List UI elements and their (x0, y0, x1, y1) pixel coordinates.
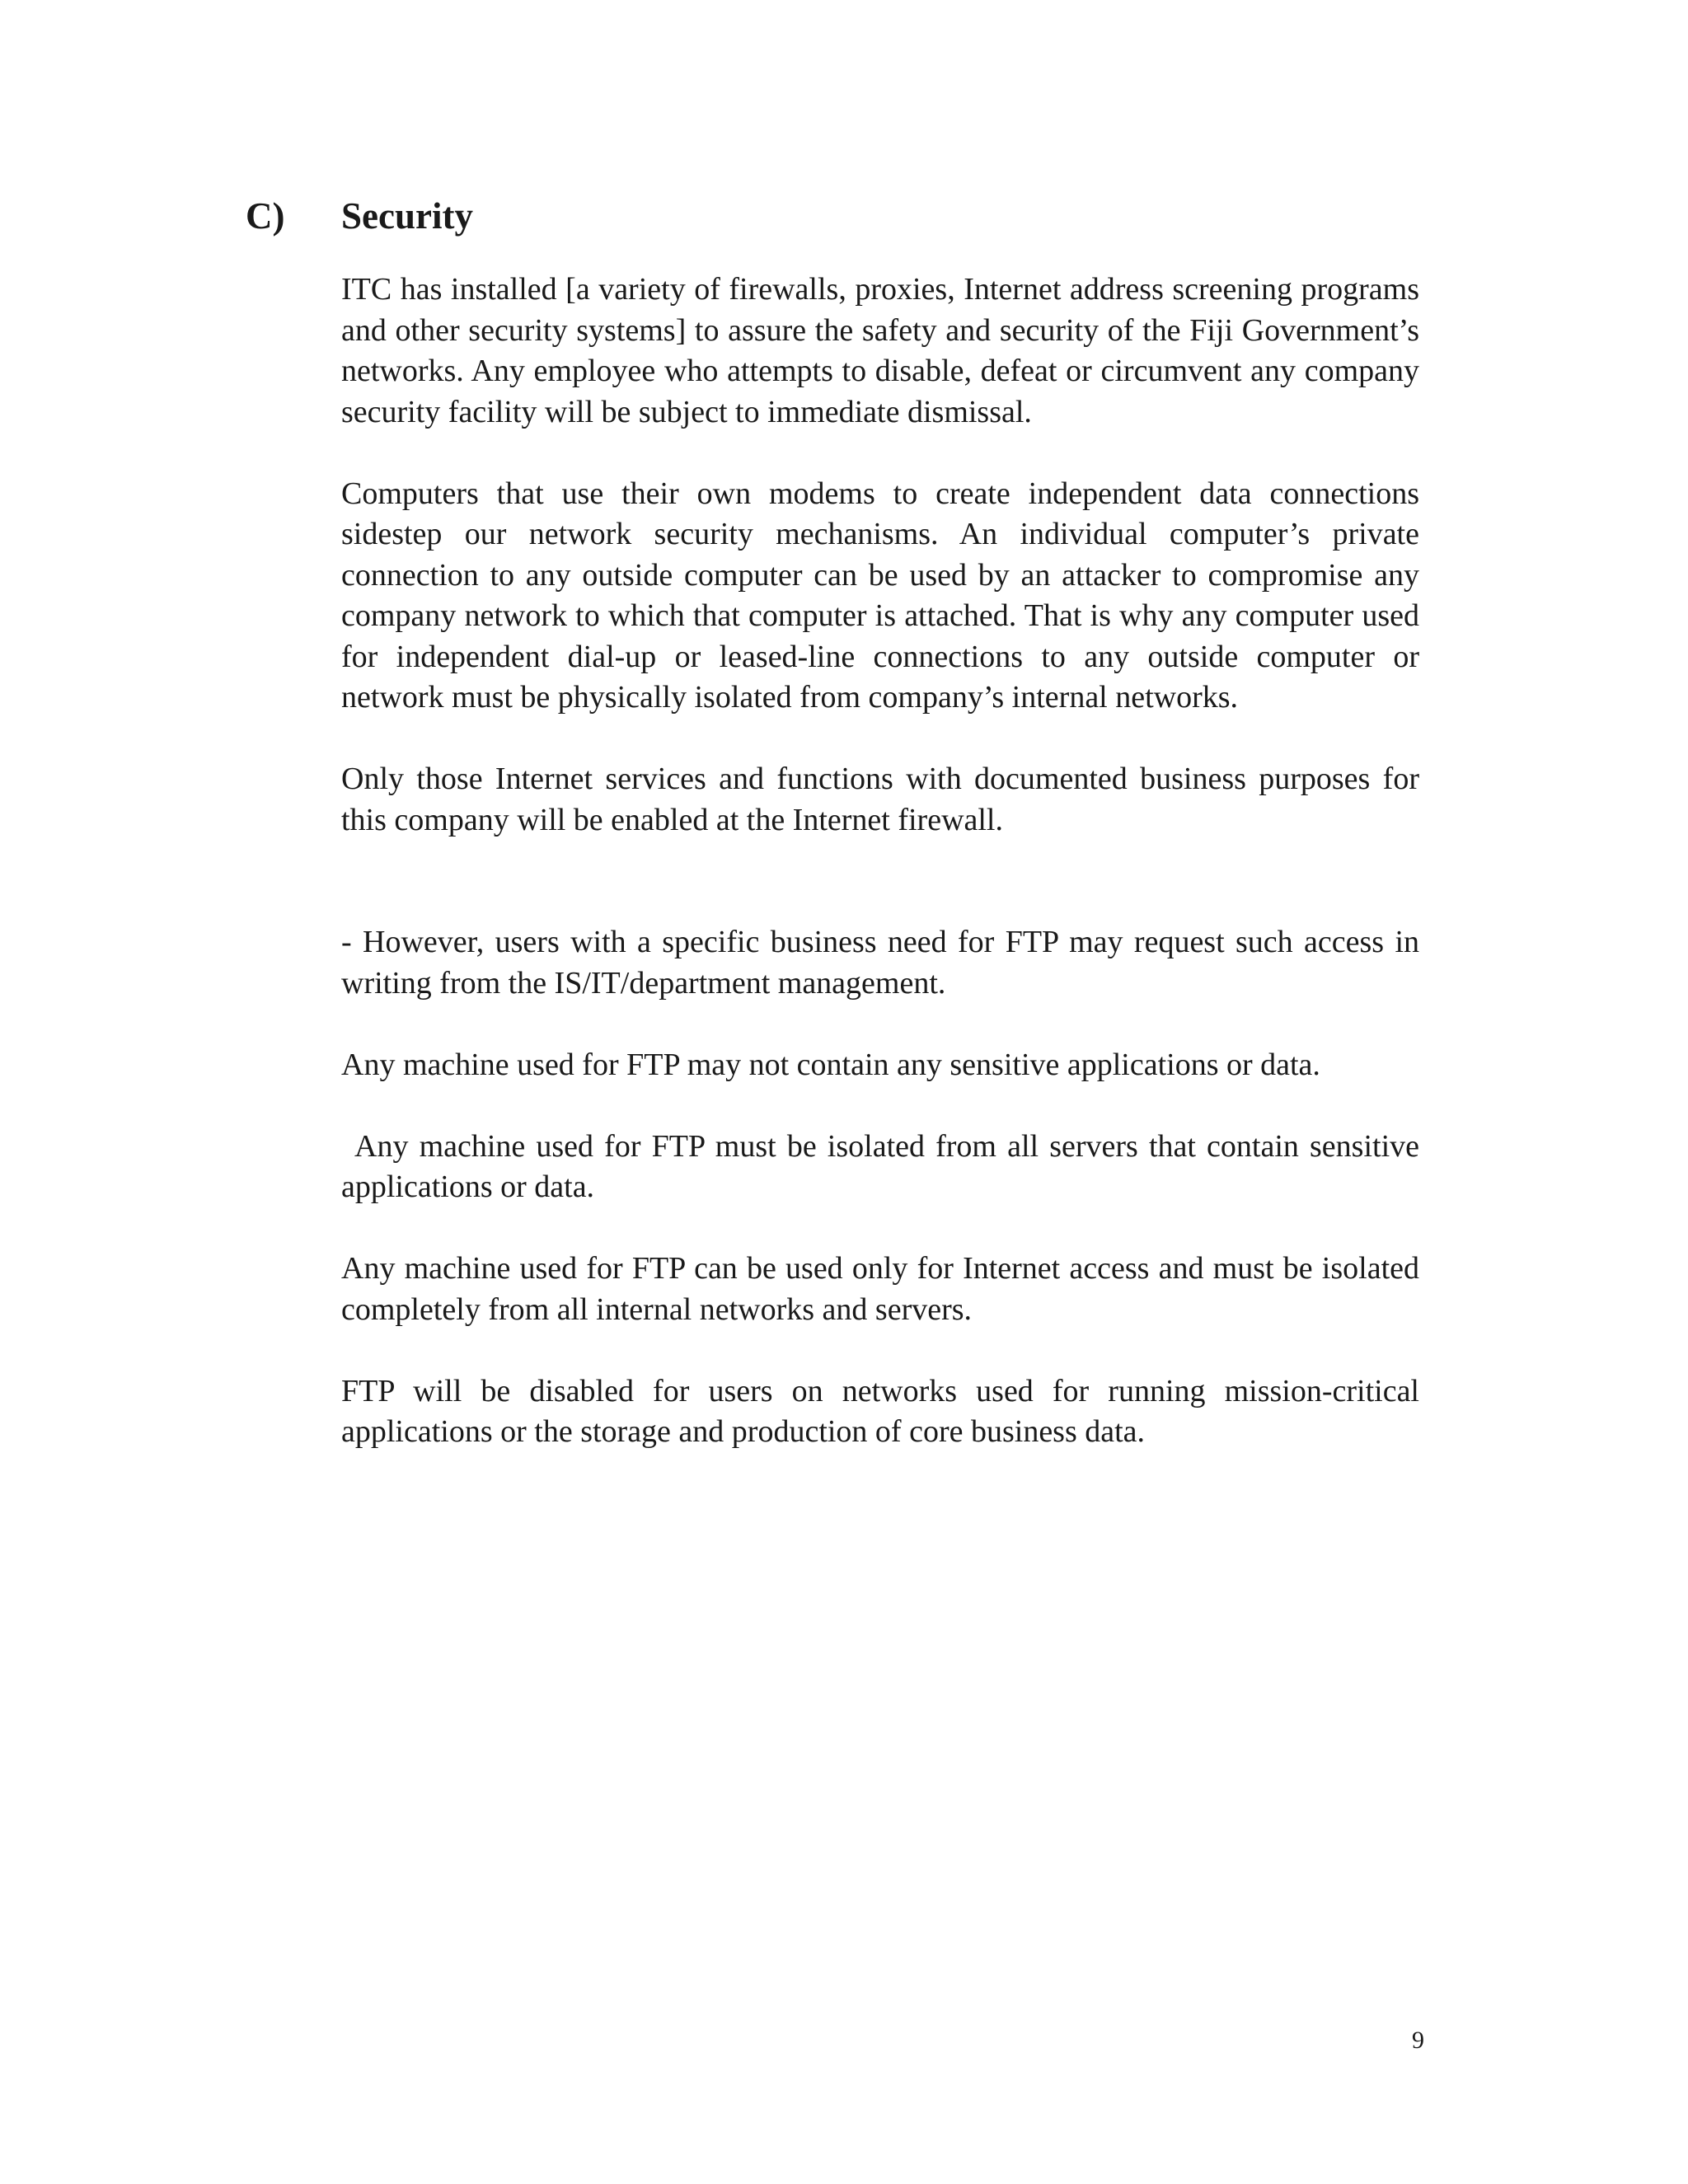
section-title: Security (341, 195, 473, 237)
paragraph-modems: Computers that use their own modems to create independent data connections sidestep our network security mechanisms. An individual computer’s private connection to any outside computer can be used by an attacker to compromise any company network to which that computer is attached. That is why any computer used for independent dial-up or leased-line connections to any outside computer or network must be physically isolated from company’s internal networks. (341, 476, 1419, 715)
section-heading (246, 191, 1432, 241)
paragraph-firewalls: ITC has installed [a variety of firewalls, proxies, Internet address screening programs and other security systems] to assure the safety and security of the Fiji Government’s networks. Any employee who attempts to disable, defeat or circumvent any company security facility will be subject to immediate dismissal. (341, 272, 1419, 429)
paragraph-ftp-isolated-servers: Any machine used for FTP must be isolated from all servers that contain sensitive applications or data. (341, 1128, 1419, 1204)
section-label: C) (246, 195, 285, 237)
paragraph-ftp-disabled: FTP will be disabled for users on networks used for running mission-critical applications or the storage and production of core business data. (341, 1373, 1419, 1449)
section-body (341, 269, 1419, 1453)
paragraph-ftp-internet-only: Any machine used for FTP can be used only for Internet access and must be isolated completely from all internal networks and servers. (341, 1251, 1419, 1327)
paragraph-ftp-no-sensitive: Any machine used for FTP may not contain any sensitive applications or data. (341, 1047, 1320, 1082)
paragraph-ftp-request: - However, users with a specific business need for FTP may request such access in writing from the IS/IT/department management. (341, 925, 1419, 1001)
paragraph-internet-services: Only those Internet services and functions with documented business purposes for this company will be enabled at the Internet firewall. (341, 762, 1419, 837)
page-number: 9 (1412, 2027, 1424, 2054)
